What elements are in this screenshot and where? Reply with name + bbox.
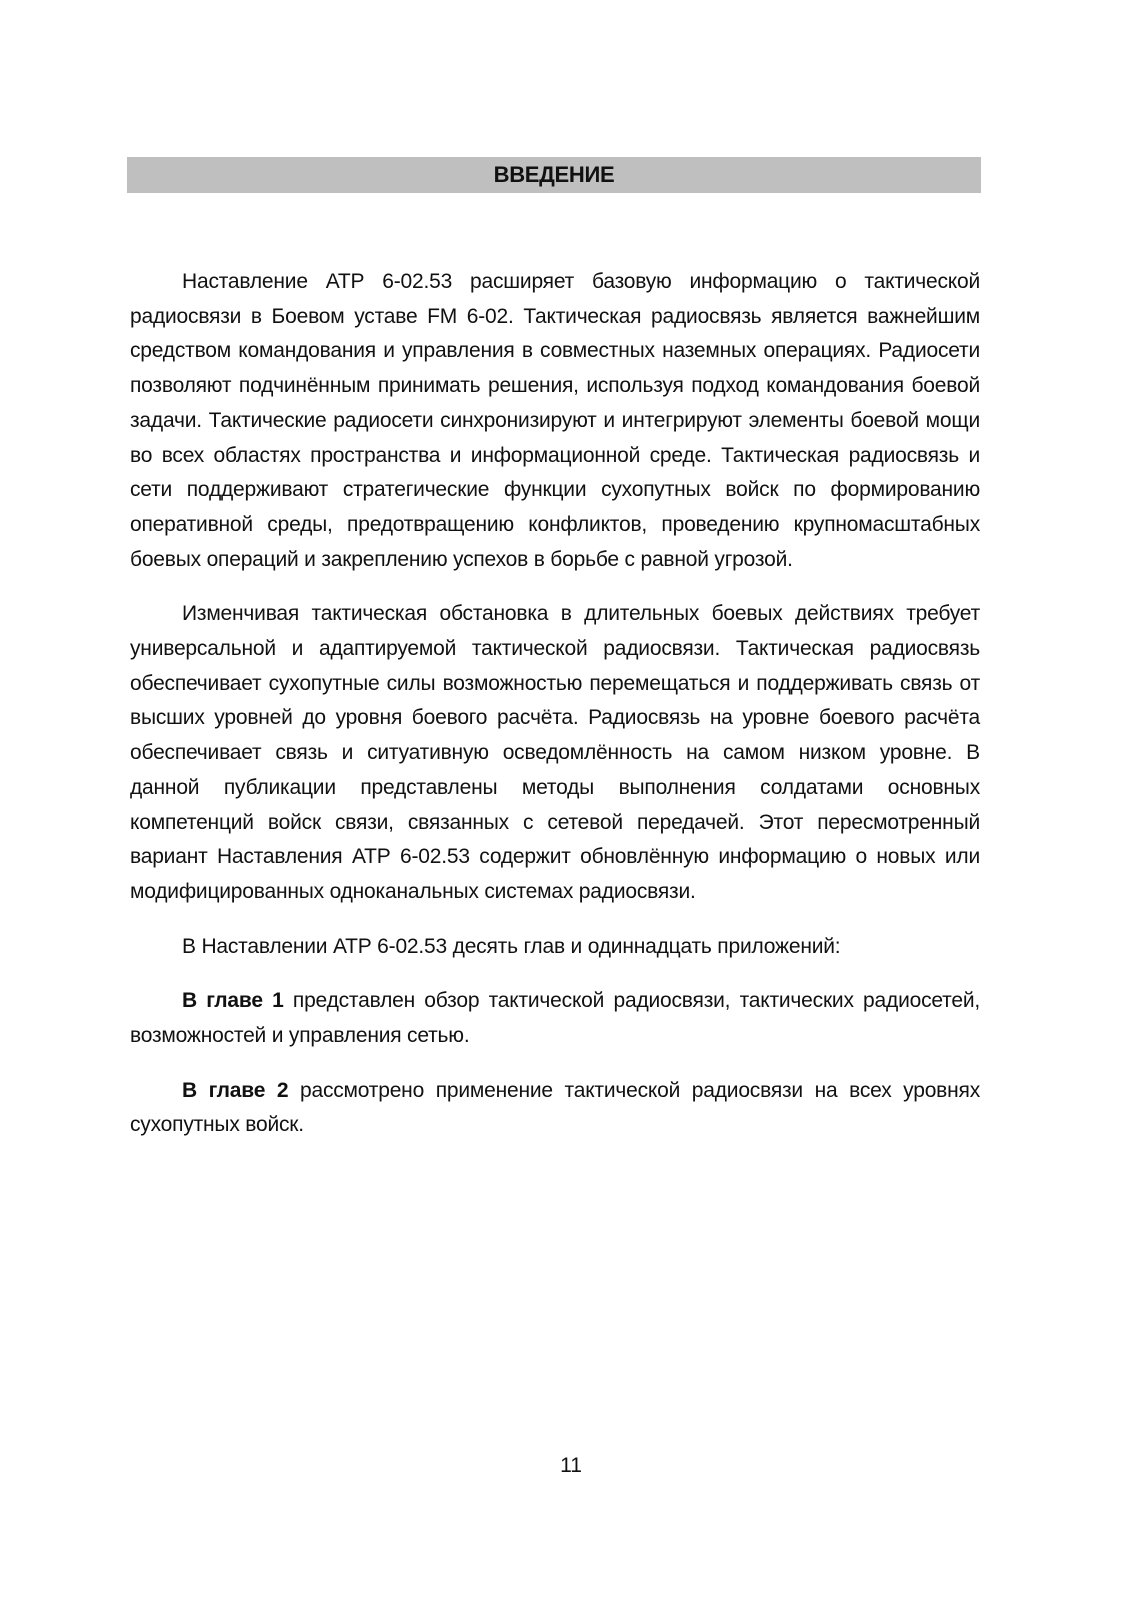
- section-heading: ВВЕДЕНИЕ: [493, 162, 615, 187]
- chapter-label: В главе 2: [182, 1078, 289, 1102]
- chapter-label: В главе 1: [182, 989, 284, 1013]
- section-heading-bar: [127, 157, 981, 193]
- body-text: [130, 265, 980, 1163]
- paragraph-intro: [130, 265, 980, 577]
- paragraph-structure: [130, 930, 980, 965]
- paragraph-text: В Наставлении АТР 6-02.53 десять глав и одиннадцать приложений:: [182, 934, 841, 958]
- paragraph-chapter-1: [130, 984, 980, 1053]
- page-number: 11: [560, 1454, 582, 1477]
- paragraph-environment: [130, 597, 980, 909]
- paragraph-text: Изменчивая тактическая обстановка в длительных боевых действиях требует универсальной и адаптируемой тактической радиосвязи. Тактическая радиосвязь обеспечивает сухопутные силы возможностью перемещаться и поддерживать связь от высших уровней до уровня боевого расчёта. Радиосвязь на уровне боевого расчёта обеспечивает связь и ситуативную осведомлённость на самом низком уровне. В данной публикации представлены методы выполнения солдатами основных компетенций войск связи, связанных с сетевой передачей. Этот пересмотренный вариант Наставления АТР 6-02.53 содержит обновлённую информацию о новых или модифицированных одноканальных системах радиосвязи.: [130, 602, 980, 903]
- paragraph-text: представлен обзор тактической радиосвязи, тактических радиосетей, возможностей и управления сетью.: [130, 989, 980, 1048]
- paragraph-chapter-2: [130, 1074, 980, 1143]
- paragraph-text: рассмотрено применение тактической радиосвязи на всех уровнях сухопутных войск.: [130, 1078, 980, 1137]
- paragraph-text: Наставление АТР 6-02.53 расширяет базовую информацию о тактической радиосвязи в Боевом уставе FM 6-02. Тактическая радиосвязь является важнейшим средством командования и управления в совместных наземных операциях. Радиосети позволяют подчинённым принимать решения, используя подход командования боевой задачи. Тактические радиосети синхронизируют и интегрируют элементы боевой мощи во всех областях пространства и информационной среде. Тактическая радиосвязь и сети поддерживают стратегические функции сухопутных войск по формированию оперативной среды, предотвращению конфликтов, проведению крупномасштабных боевых операций и закреплению успехов в борьбе с равной угрозой.: [130, 270, 980, 571]
